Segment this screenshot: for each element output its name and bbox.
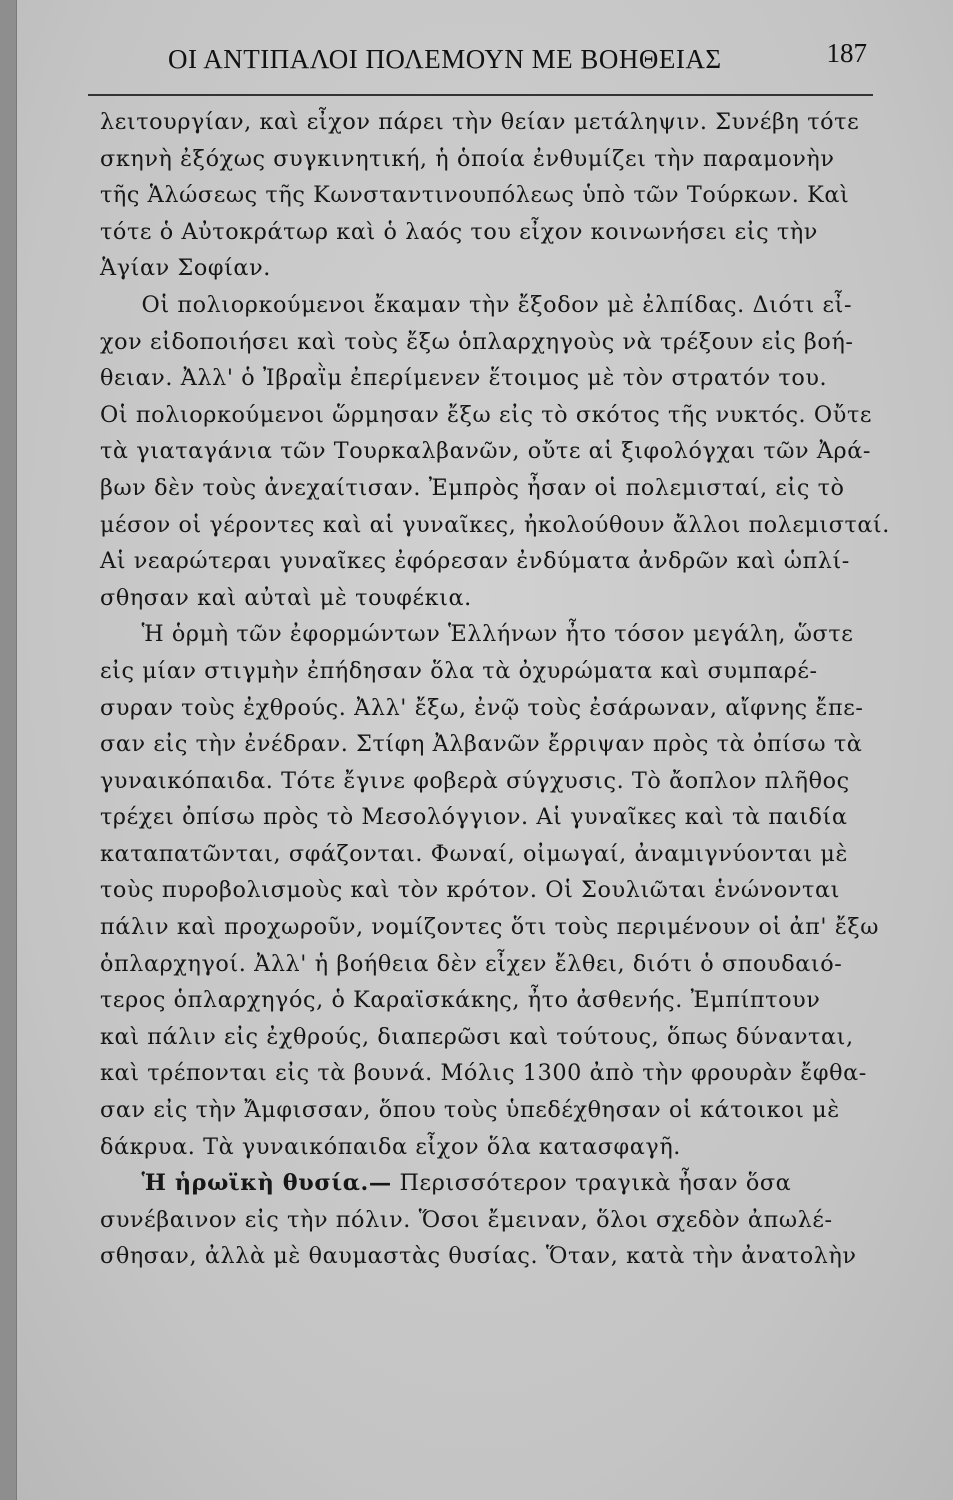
header-rule [88, 94, 873, 96]
page-number: 187 [826, 38, 867, 68]
page-binding-edge [0, 0, 17, 1500]
text-line: τοὺς πυροβολισμοὺς καὶ τὸν κρότον. Οἱ Σουλιῶται ἑνώνονται [100, 877, 840, 904]
text-line: σθησαν καὶ αὐταὶ μὲ τουφέκια. [100, 584, 472, 611]
text-line: τότε ὁ Αὐτοκράτωρ καὶ ὁ λαός του εἶχον κοινωνήσει εἰς τὴν [100, 218, 818, 245]
text-line: τῆς Ἁλώσεως τῆς Κωνσταντινουπόλεως ὑπὸ τῶν Τούρκων. Καὶ [100, 182, 850, 209]
section-start-line [100, 1165, 890, 1202]
running-header [88, 36, 873, 86]
text-line: τερος ὁπλαρχηγός, ὁ Καραϊσκάκης, ἦτο ἀσθενής. Ἐμπίπτουν [100, 987, 821, 1014]
text-line: μέσον οἱ γέροντες καὶ αἱ γυναῖκες, ἠκολούθουν ἄλλοι πολεμισταί. [100, 511, 890, 538]
text-line: καὶ τρέπονται εἰς τὰ βουνά. Μόλις 1300 ἀπὸ τὴν φρουρὰν ἔφθα- [100, 1060, 867, 1087]
running-title: ΟΙ ΑΝΤΙΠΑΛΟΙ ΠΟΛΕΜΟΥΝ ΜΕ ΒΟΗΘΕΙΑΣ [168, 44, 722, 74]
body-text [100, 104, 900, 1275]
text-line: καταπατῶνται, σφάζονται. Φωναί, οἰμωγαί, ἀναμιγνύονται μὲ [100, 840, 849, 867]
text-line: ὁπλαρχηγοί. Ἀλλ' ἡ βοήθεια δὲν εἶχεν ἔλθει, διότι ὁ σπουδαιό- [100, 950, 843, 977]
text-line: πάλιν καὶ προχωροῦν, νομίζοντες ὅτι τοὺς περιμένουν οἱ ἀπ' ἔξω [100, 914, 880, 941]
text-line: Ἁγίαν Σοφίαν. [100, 255, 271, 282]
text-line: τρέχει ὀπίσω πρὸς τὸ Μεσολόγγιον. Αἱ γυναῖκες καὶ τὰ παιδία [100, 804, 848, 831]
text-line: χον εἰδοποιήσει καὶ τοὺς ἔξω ὁπλαρχηγοὺς νὰ τρέξουν εἰς βοή- [100, 328, 854, 355]
text-line: Αἱ νεαρώτεραι γυναῖκες ἐφόρεσαν ἐνδύματα ἀνδρῶν καὶ ὡπλί- [100, 548, 850, 575]
text-line: σκηνὴ ἐξόχως συγκινητική, ἡ ὁποία ἐνθυμίζει τὴν παραμονὴν [100, 145, 835, 172]
text-line: συραν τοὺς ἐχθρούς. Ἀλλ' ἔξω, ἐνῷ τοὺς ἐσάρωναν, αἴφνης ἔπε- [100, 694, 864, 721]
paragraph-start-line: Ἡ ὁρμὴ τῶν ἐφορμώντων Ἑλλήνων ἦτο τόσον μεγάλη, ὥστε [141, 621, 854, 648]
section-heading: Ἡ ἡρωϊκὴ θυσία.— [141, 1170, 392, 1197]
text-line: γυναικόπαιδα. Τότε ἔγινε φοβερὰ σύγχυσις. Τὸ ἄοπλον πλῆθος [100, 767, 850, 794]
text-line: Οἱ πολιορκούμενοι ὥρμησαν ἔξω εἰς τὸ σκότος τῆς νυκτός. Οὔτε [100, 401, 873, 428]
text-line: δάκρυα. Τὰ γυναικόπαιδα εἶχον ὅλα κατασφαγῆ. [100, 1133, 681, 1160]
text-line: σαν εἰς τὴν ἐνέδραν. Στίφη Ἀλβανῶν ἔρριψαν πρὸς τὰ ὀπίσω τὰ [100, 731, 863, 758]
text-line: καὶ πάλιν εἰς ἐχθρούς, διαπερῶσι καὶ τούτους, ὅπως δύνανται, [100, 1023, 854, 1050]
text-line: θειαν. Ἀλλ' ὁ Ἰβραῒμ ἐπερίμενεν ἕτοιμος μὲ τὸν στρατόν του. [100, 365, 828, 392]
section-first-line-text: Περισσότερον τραγικὰ ἦσαν ὅσα [399, 1170, 792, 1197]
text-line: λειτουργίαν, καὶ εἶχον πάρει τὴν θείαν μετάληψιν. Συνέβη τότε [100, 109, 860, 135]
text-line: βων δὲν τοὺς ἀνεχαίτισαν. Ἐμπρὸς ἦσαν οἱ πολεμισταί, εἰς τὸ [100, 474, 845, 501]
text-line: τὰ γιαταγάνια τῶν Τουρκαλβανῶν, οὔτε αἱ ξιφολόγχαι τῶν Ἀρά- [100, 438, 872, 465]
text-line: συνέβαινον εἰς τὴν πόλιν. Ὅσοι ἔμειναν, ὅλοι σχεδὸν ἀπωλέ- [100, 1206, 833, 1233]
paragraph-start-line: Οἱ πολιορκούμενοι ἔκαμαν τὴν ἔξοδον μὲ ἐλπίδας. Διότι εἶ- [141, 291, 853, 318]
text-line: σαν εἰς τὴν Ἄμφισσαν, ὅπου τοὺς ὑπεδέχθησαν οἱ κάτοικοι μὲ [100, 1097, 840, 1124]
text-line: εἰς μίαν στιγμὴν ἐπήδησαν ὅλα τὰ ὀχυρώματα καὶ συμπαρέ- [100, 657, 818, 684]
text-line: σθησαν, ἀλλὰ μὲ θαυμαστὰς θυσίας. Ὅταν, κατὰ τὴν ἀνατολὴν [100, 1243, 857, 1270]
